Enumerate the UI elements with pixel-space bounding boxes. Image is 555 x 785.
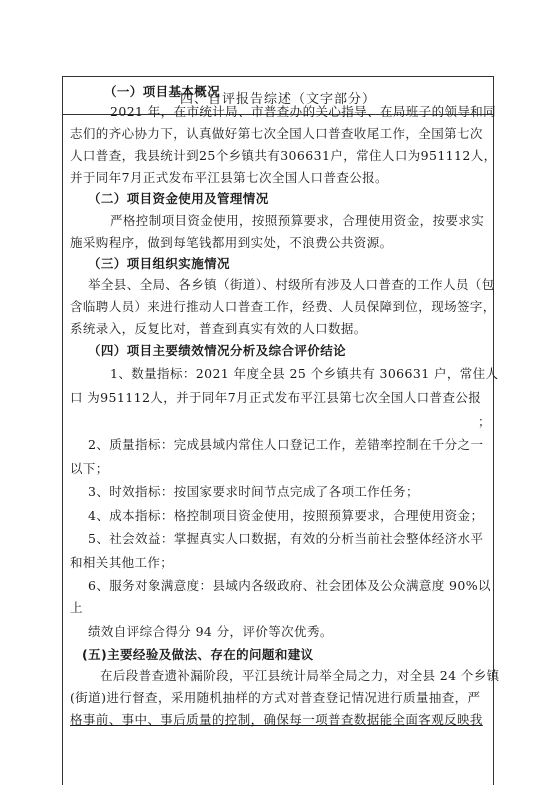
paragraph-line: ； xyxy=(478,414,491,429)
report-body xyxy=(70,76,500,785)
paragraph-line: 口 为951112人，并于同年7月正式发布平江县第七次全国人口普查公报 xyxy=(70,390,482,405)
paragraph-line: (街道)进行督查，采用随机抽样的方式对普查登记情况进行质量抽查，严 xyxy=(70,690,481,705)
paragraph-line: 系统录入，反复比对，普查到真实有效的人口数据。 xyxy=(70,321,367,336)
paragraph-line: 志们的齐心协力下，认真做好第七次全国人口普查收尾工作，全国第七次 xyxy=(70,126,483,141)
paragraph-line: 6、服务对象满意度：县域内各级政府、社会团体及公众满意度 90%以 xyxy=(88,578,491,593)
paragraph-line: 格事前、事中、事后质量的控制，确保每一项普查数据能全面客观反映我 xyxy=(70,712,483,727)
paragraph-line: 4、成本指标：格控制项目资金使用，按照预算要求，合理使用资金； xyxy=(88,508,484,523)
paragraph-line: 人口普查，我县统计到25个乡镇共有306631户，常住人口为951112人， xyxy=(70,148,497,163)
paragraph-line: 绩效自评综合得分 94 分，评价等次优秀。 xyxy=(88,624,333,639)
paragraph-line: 以下； xyxy=(70,461,109,476)
paragraph-line: 上 xyxy=(70,600,83,615)
paragraph-line: 严格控制项目资金使用，按照预算要求，合理使用资金，按要求实 xyxy=(110,213,485,228)
paragraph-line: 2、质量指标：完成县域内常住人口登记工作，差错率控制在千分之一 xyxy=(88,437,484,452)
section-heading: （二）项目资金使用及管理情况 xyxy=(88,191,269,206)
paragraph-line: 3、时效指标：按国家要求时间节点完成了各项工作任务； xyxy=(88,484,419,499)
paragraph-line: 1、数量指标：2021 年度全县 25 个乡镇共有 306631 户，常住人 xyxy=(110,366,499,381)
section-heading: （一）项目基本概况 xyxy=(104,84,221,99)
paragraph-line: 含临聘人员）来进行推动人口普查工作，经费、人员保障到位，现场签字， xyxy=(70,299,496,314)
paragraph-line: 和相关其他工作； xyxy=(70,555,174,570)
section-heading: (五)主要经验及做法、存在的问题和建议 xyxy=(82,647,314,662)
paragraph-line: 并于同年7月正式发布平江县第七次全国人口普查公报。 xyxy=(70,170,388,185)
paragraph-line: 施采购程序，做到每笔钱都用到实处，不浪费公共资源。 xyxy=(70,235,393,250)
paragraph-line: 举全县、全局、各乡镇（街道）、村级所有涉及人口普查的工作人员（包 xyxy=(88,277,495,292)
paragraph-line: 2021 年，在市统计局、市普查办的关心指导、在局班子的领导和同 xyxy=(110,104,497,119)
paragraph-line: 在后段普查遗补漏阶段，平江县统计局举全局之力，对全县 24 个乡镇 xyxy=(100,668,500,683)
section-heading: （三）项目组织实施情况 xyxy=(88,256,230,271)
section-title: 四、自评报告综述（文字部分） xyxy=(179,92,376,107)
paragraph-line: 5、社会效益：掌握真实人口数据，有效的分析当前社会整体经济水平 xyxy=(88,531,484,546)
section-heading: （四）项目主要绩效情况分析及综合评价结论 xyxy=(88,343,347,358)
